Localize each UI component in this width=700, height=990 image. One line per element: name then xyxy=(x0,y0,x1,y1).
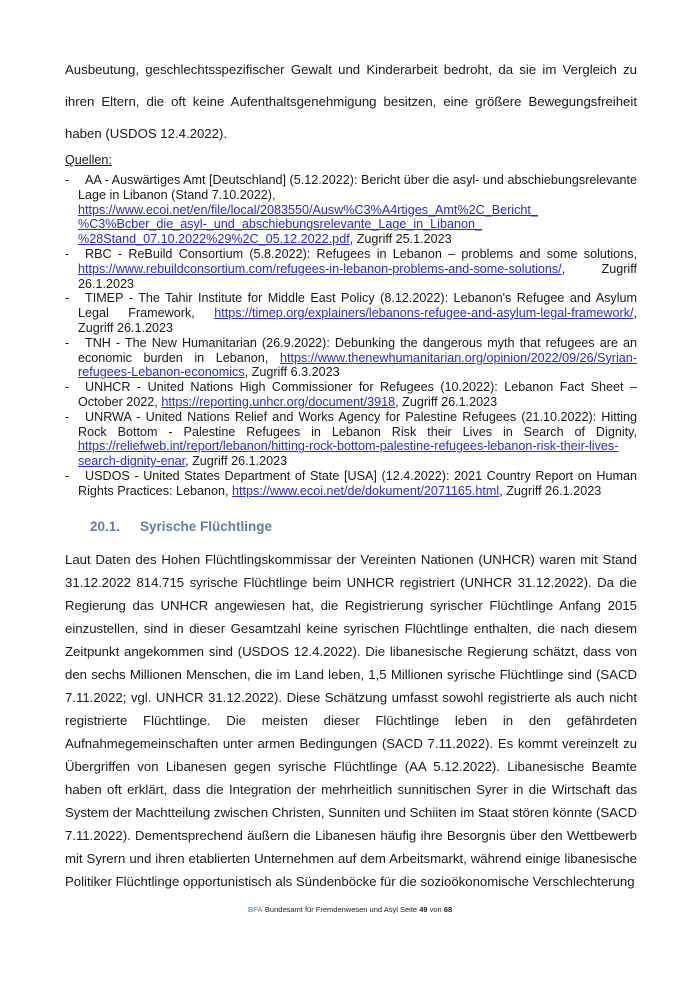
source-item xyxy=(65,380,637,410)
source-text: USDOS - United States Department of State [USA] (12.4.2022): 2021 Country Report on Human Rights Practices: Lebanon, xyxy=(78,468,637,498)
bullet-dash: - xyxy=(65,380,70,395)
source-text: , Zugriff 26.1.2023 xyxy=(78,306,637,335)
source-link[interactable]: %28Stand_07.10.2022%29%2C_05.12.2022.pdf xyxy=(78,232,350,247)
source-item xyxy=(65,469,637,499)
source-text: TIMEP - The Tahir Institute for Middle East Policy (8.12.2022): Lebanon's Refugee and Asylum Legal Framework, xyxy=(78,291,637,321)
source-link[interactable]: https://reliefweb.int/report/lebanon/hitting-rock-bottom-palestine-refugees-lebanon-risk-their-lives-search-dignity-enar xyxy=(78,439,619,469)
section-title: Syrische Flüchtlinge xyxy=(140,518,273,534)
source-text: , Zugriff 26.1.2023 xyxy=(78,261,637,291)
source-link[interactable]: https://www.ecoi.net/en/file/local/2083550/Ausw%C3%A4rtiges_Amt%2C_Bericht_ xyxy=(78,202,538,217)
source-text: UNHCR - United Nations High Commissioner for Refugees (10.2022): Lebanon Fact Sheet – October 2022, xyxy=(78,380,637,409)
source-text: , Zugriff 6.3.2023 xyxy=(244,365,340,380)
source-item xyxy=(65,173,637,247)
source-link[interactable]: https://www.ecoi.net/de/dokument/2071165.html xyxy=(232,483,500,498)
source-text: AA - Auswärtiges Amt [Deutschland] (5.12.2022): Bericht über die asyl- und abschiebungsrelevante Lage in Libanon (Stand 7.10.2022), xyxy=(78,173,637,202)
bullet-dash: - xyxy=(65,468,70,483)
source-text: , Zugriff 26.1.2023 xyxy=(395,394,498,409)
source-link[interactable]: %C3%Bcber_die_asyl-_und_abschiebungsrelevante_Lage_in_Libanon_ xyxy=(78,217,483,232)
sources-list xyxy=(65,173,637,499)
bullet-dash: - xyxy=(65,291,70,306)
section-heading xyxy=(90,518,637,535)
source-text: , Zugriff 26.1.2023 xyxy=(499,483,602,498)
source-link[interactable]: https://reporting.unhcr.org/document/3918 xyxy=(161,394,396,409)
source-item xyxy=(65,336,637,380)
footer-page-total: 68 xyxy=(443,905,453,914)
section-number: 20.1. xyxy=(90,518,121,534)
footer-text: Bundesamt für Fremdenwesen und Asyl Seite xyxy=(264,905,418,914)
source-item xyxy=(65,410,637,469)
source-item xyxy=(65,247,637,291)
bullet-dash: - xyxy=(65,335,70,350)
bfa-logo: BFA xyxy=(247,905,263,914)
source-text: TNH - The New Humanitarian (26.9.2022): Debunking the dangerous myth that refugees are an economic burden in Lebanon, xyxy=(78,335,637,365)
bullet-dash: - xyxy=(65,246,70,261)
source-link[interactable]: https://www.rebuildconsortium.com/refugees-in-lebanon-problems-and-some-solutions/ xyxy=(78,261,562,276)
source-link[interactable]: https://www.thenewhumanitarian.org/opinion/2022/09/26/Syrian-refugees-Lebanon-economics xyxy=(78,350,637,380)
page-footer xyxy=(0,905,700,915)
paragraph-continuation: Ausbeutung, geschlechtsspezifischer Gewalt und Kinderarbeit bedroht, da sie im Vergleich zu ihren Eltern, die oft keine Aufenthaltsgenehmigung besitzen, eine größere Bewegungsfreiheit haben (USDOS 12.4.2022). xyxy=(65,62,637,141)
bullet-dash: - xyxy=(65,409,70,424)
document-page xyxy=(65,54,637,893)
source-text: RBC - ReBuild Consortium (5.8.2022): Refugees in Lebanon – problems and some solutions, xyxy=(85,246,637,261)
source-item xyxy=(65,291,637,335)
footer-page-current: 49 xyxy=(419,905,428,914)
footer-separator: von xyxy=(429,905,442,914)
source-text: , Zugriff 25.1.2023 xyxy=(349,232,452,247)
bullet-dash: - xyxy=(65,173,70,187)
source-text: UNRWA - United Nations Relief and Works Agency for Palestine Refugees (21.10.2022): Hitting Rock Bottom - Palestine Refugees in Lebanon Risk their Lives in Search of Dignity, xyxy=(78,409,637,439)
source-text: , Zugriff 26.1.2023 xyxy=(185,454,288,469)
sources-label: Quellen: xyxy=(65,153,112,167)
section-paragraph: Laut Daten des Hohen Flüchtlingskommissar der Vereinten Nationen (UNHCR) waren mit Stand 31.12.2022 814.715 syrische Flüchtlinge beim UNHCR registriert (UNHCR 31.12.2022). Da die Regierung das UNHCR angewiesen hat, die Registrierung syrischer Flüchtlinge Anfang 2015 einzustellen, sind in dieser Gesamtzahl keine syrischen Flüchtlinge enthalten, die nach diesem Zeitpunkt angekommen sind (USDOS 12.4.2022). Die libanesische Regierung schätzt, dass von den sechs Millionen Menschen, die im Land leben, 1,5 Millionen syrische Flüchtlinge sind (SACD 7.11.2022; vgl. UNHCR 31.12.2022). Diese Schätzung umfasst sowohl registrierte als auch nicht registrierte Flüchtlinge. Die meisten dieser Flüchtlinge leben in den gefährdeten Aufnahmegemeinschaften unter armen Bedingungen (SACD 7.11.2022). Es kommt vereinzelt zu Übergriffen von Libanesen gegen syrische Flüchtlinge (AA 5.12.2022). Libanesische Beamte haben oft erklärt, dass die Integration der mehrheitlich sunnitischen Syrer in die Wirtschaft das System der Machtteilung zwischen Christen, Sunniten und Schiiten im Staat stören könnte (SACD 7.11.2022). Dementsprechend äußern die Libanesen häufig ihre Besorgnis über den Wettbewerb mit Syrern und ihren etablierten Unternehmen auf dem Arbeitsmarkt, während einige libanesische Politiker Flüchtlinge opportunistisch als Sündenböcke für die sozioökonomische Verschlechterung xyxy=(65,551,637,889)
source-link[interactable]: https://timep.org/explainers/lebanons-refugee-and-asylum-legal-framework/ xyxy=(214,306,634,321)
